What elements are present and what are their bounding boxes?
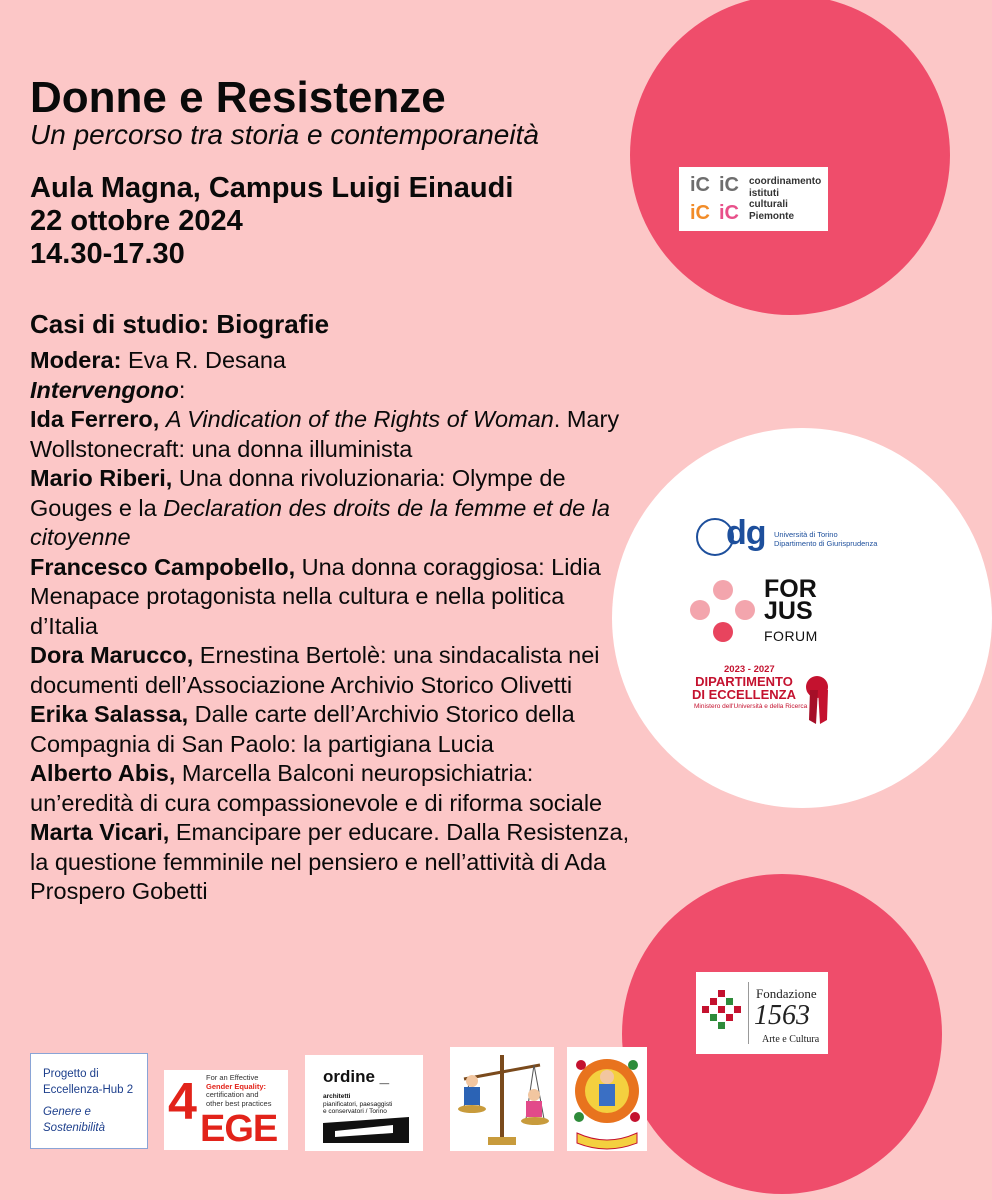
icc-letters: iC: [719, 202, 739, 224]
icc-text-line: coordinamento: [749, 176, 822, 187]
icc-piemonte-logo: [679, 167, 828, 231]
forjus-line: JUS: [764, 597, 813, 625]
4ege-logo: [164, 1070, 288, 1150]
forjus-wordmark: [764, 575, 817, 625]
ordine-architetti-logo: [305, 1055, 423, 1151]
icc-letters: iC: [690, 202, 710, 224]
dg-subtitle: [774, 530, 877, 548]
dot-icon: [713, 622, 733, 642]
divider: [748, 982, 749, 1044]
event-time: 14.30-17.30: [30, 238, 185, 270]
icc-letters: iC: [690, 174, 710, 196]
festive-illustration: [567, 1047, 647, 1151]
ege-small-text: [206, 1074, 271, 1108]
dg-sub-line: Dipartimento di Giurisprudenza: [774, 539, 878, 548]
forjus-line: FOR: [764, 575, 817, 603]
event-details: [30, 172, 513, 271]
dg-letters: dg: [726, 514, 766, 552]
moderator-label: Modera:: [30, 347, 122, 373]
dot-icon: [713, 580, 733, 600]
ordine-line: pianificatori, paesaggisti: [323, 1100, 393, 1108]
ege-line: Gender Equality:: [206, 1081, 267, 1091]
fondazione-number: 1563: [754, 1000, 810, 1031]
icc-mark-icon: [687, 172, 743, 226]
ecc-line: DI ECCELLENZA: [692, 687, 796, 702]
icc-text: [749, 176, 821, 222]
talk-title-italic: A Vindication of the Rights of Woman: [165, 406, 554, 432]
speaker-name: Ida Ferrero,: [30, 406, 160, 432]
talk-title: Ernestina Bertolè: una sindacalista nei documenti dell’Associazione Archivio Storico Olivetti: [30, 642, 600, 698]
speaker-name: Francesco Campobello,: [30, 553, 296, 580]
fondazione-tagline: Arte e Cultura: [762, 1034, 820, 1045]
list-item: [30, 553, 630, 642]
speaker-name: Mario Riberi,: [30, 465, 173, 491]
talk-title: Una donna rivoluzionaria: Olympe de Gouges e la: [30, 465, 566, 521]
dot-icon: [690, 600, 710, 620]
seal-ribbon-icon: [808, 690, 830, 726]
ege-wordmark: EGE: [200, 1108, 278, 1150]
speakers-label-line: [30, 376, 630, 406]
speaker-name: Erika Salassa,: [30, 701, 189, 727]
ordine-subtitle: [323, 1093, 392, 1116]
fondazione-1563-logo: [696, 972, 828, 1054]
event-date: 22 ottobre 2024: [30, 205, 243, 237]
dot-icon: [735, 600, 755, 620]
ecc-line: DIPARTIMENTO: [695, 674, 793, 689]
list-item: [30, 405, 630, 464]
talk-title-italic: Declaration des droits de la femme et de la citoyenne: [30, 494, 610, 550]
icc-text-line: istituti: [749, 187, 779, 199]
balance-scale-icon: [450, 1047, 554, 1151]
ege-line: For an Effective: [206, 1073, 259, 1082]
icc-letters: iC: [719, 174, 739, 196]
scales-illustration: [450, 1047, 554, 1151]
speakers-label: Intervengono: [30, 376, 179, 403]
fondazione-label: Fondazione: [756, 986, 817, 1001]
talk-title: . Mary Wollstonecraft: una donna illuminista: [30, 406, 620, 462]
talk-title: Una donna coraggiosa: Lidia Menapace protagonista nella cultura e nella politica d’Italia: [30, 553, 601, 639]
icc-text-line: Piemonte: [749, 210, 795, 222]
event-subtitle: Un percorso tra storia e contemporaneità: [30, 119, 539, 150]
speaker-name: Marta Vicari,: [30, 819, 170, 845]
list-item: [30, 464, 630, 553]
program-list: [30, 346, 630, 907]
ordine-line: e conservatori / Torino: [323, 1108, 387, 1115]
ecc-title: [692, 675, 796, 701]
speaker-name: Dora Marucco,: [30, 642, 194, 668]
forjus-forum: FORUM: [764, 628, 818, 644]
decor-circle-top: [630, 0, 950, 315]
ege-line: certification and: [206, 1090, 259, 1099]
dg-sub-line: Università di Torino: [774, 530, 838, 539]
speaker-name: Alberto Abis,: [30, 760, 176, 786]
event-title: Donne e Resistenze: [30, 73, 446, 122]
ecc-years: 2023 - 2027: [724, 664, 775, 675]
list-item: [30, 759, 630, 818]
ecc-subtitle: Ministero dell'Università e della Ricerca: [694, 703, 808, 710]
hub-line: Genere e: [43, 1106, 91, 1118]
hub-line: Eccellenza-Hub 2: [43, 1084, 134, 1096]
list-item: [30, 641, 630, 700]
ordine-title: ordine _: [323, 1067, 390, 1086]
moderator-line: [30, 346, 630, 376]
list-item: [30, 700, 630, 759]
hub-line: Sostenibilità: [43, 1122, 106, 1134]
speakers-colon: :: [178, 376, 186, 403]
hub-line: Progetto di: [43, 1068, 99, 1080]
icc-text-line: culturali: [749, 199, 788, 210]
talk-title: Emancipare per educare. Dalla Resistenza, la questione femminile nel pensiero e nell’attività di Ada Prospero Gobetti: [30, 819, 630, 904]
talk-title: Dalle carte dell’Archivio Storico della Compagnia di San Paolo: la partigiana Lucia: [30, 701, 575, 757]
decorative-figure-icon: [567, 1047, 647, 1151]
ege-number: 4: [168, 1073, 194, 1131]
session-heading: Casi di studio: Biografie: [30, 309, 330, 339]
moderator-name: Eva R. Desana: [127, 347, 286, 373]
event-venue: Aula Magna, Campus Luigi Einaudi: [30, 172, 514, 204]
list-item: [30, 818, 630, 907]
ordine-graphic-icon: [323, 1117, 409, 1143]
hub-genere-logo: [30, 1053, 148, 1149]
talk-title: Marcella Balconi neuropsichiatria: un’eredità di cura compassionevole e di riforma sociale: [30, 760, 603, 816]
ordine-line: architetti: [323, 1093, 351, 1100]
ege-line: other best practices: [206, 1098, 272, 1108]
